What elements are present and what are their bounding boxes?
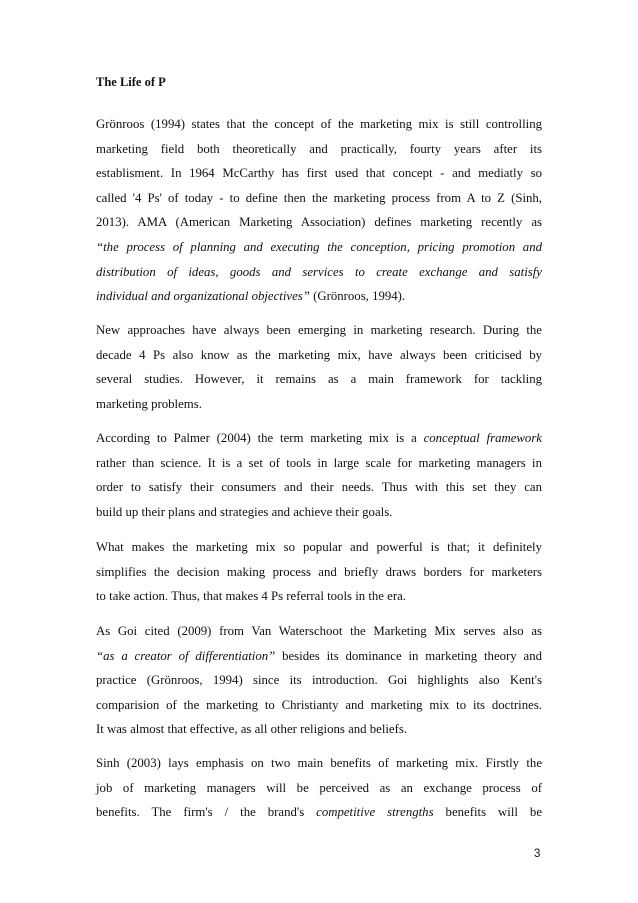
text-line-mixed [96, 800, 542, 825]
text-line: As Goi cited (2009) from Van Waterschoot the Marketing Mix serves also as [96, 624, 542, 638]
plain-part: According to Palmer (2004) the term marketing mix is a [96, 431, 424, 445]
text-line-mixed [96, 644, 542, 669]
page-number: 3 [534, 848, 541, 860]
text-line: New approaches have always been emerging in marketing research. During the [96, 323, 542, 337]
text-line: establisment. In 1964 McCarthy has first used that concept - and mediatly so [96, 166, 542, 181]
text-line: order to satisfy their consumers and their needs. Thus with this set they can [96, 480, 542, 495]
section-heading: The Life of P [96, 75, 166, 89]
italic-quote: “as a creator of differentiation” [96, 648, 276, 663]
text-line: What makes the marketing mix so popular and powerful is that; it definitely [96, 540, 542, 554]
text-line: simplifies the decision making process and briefly draws borders for marketers [96, 564, 542, 579]
text-line: It was almost that effective, as all other religions and beliefs. [96, 722, 408, 737]
text-line: build up their plans and strategies and achieve their goals. [96, 504, 393, 519]
paragraph-6 [96, 751, 542, 825]
text-line: Sinh (2003) lays emphasis on two main benefits of marketing mix. Firstly the [96, 756, 542, 770]
italic-part: competitive strengths [316, 805, 434, 820]
italic-part: conceptual framework [423, 431, 542, 445]
text-line: Grönroos (1994) states that the concept of the marketing mix is still controlling [96, 117, 542, 131]
paragraph-4 [96, 535, 542, 609]
text-line: job of marketing managers will be perceived as an exchange process of [96, 780, 542, 795]
text-line: to take action. Thus, that makes 4 Ps referral tools in the era. [96, 589, 406, 604]
text-line-italic: distribution of ideas, goods and services to create exchange and satisfy [96, 264, 542, 279]
text-line-mixed [96, 426, 542, 451]
plain-part: benefits will be [433, 805, 543, 820]
text-line: comparision of the marketing to Christianty and marketing mix to its doctrines. [96, 697, 542, 712]
text-line-mixed [96, 284, 542, 309]
italic-quote-end: individual and organizational objectives” [96, 289, 310, 304]
paragraph-2 [96, 318, 542, 416]
paragraph-5 [96, 619, 542, 742]
plain-part: benefits. The firm's / the brand's [96, 805, 317, 820]
text-line-italic: “the process of planning and executing the conception, pricing promotion and [96, 239, 542, 254]
paragraph-1 [96, 112, 542, 309]
text-line: 2013). AMA (American Marketing Association) defines marketing recently as [96, 215, 542, 230]
citation-text: (Grönroos, 1994). [309, 289, 406, 304]
text-line: practice (Grönroos, 1994) since its introduction. Goi highlights also Kent's [96, 673, 542, 688]
paragraph-3 [96, 426, 542, 524]
text-line: marketing problems. [96, 396, 202, 411]
text-line: several studies. However, it remains as a main framework for tackling [96, 372, 542, 387]
text-line: called '4 Ps' of today - to define then the marketing process from A to Z (Sinh, [96, 190, 542, 205]
plain-part: besides its dominance in marketing theory and [275, 648, 542, 663]
text-line: decade 4 Ps also know as the marketing mix, have always been criticised by [96, 347, 542, 362]
text-line: rather than science. It is a set of tools in large scale for marketing managers in [96, 455, 542, 470]
text-line: marketing field both theoretically and practically, fourty years after its [96, 141, 542, 156]
